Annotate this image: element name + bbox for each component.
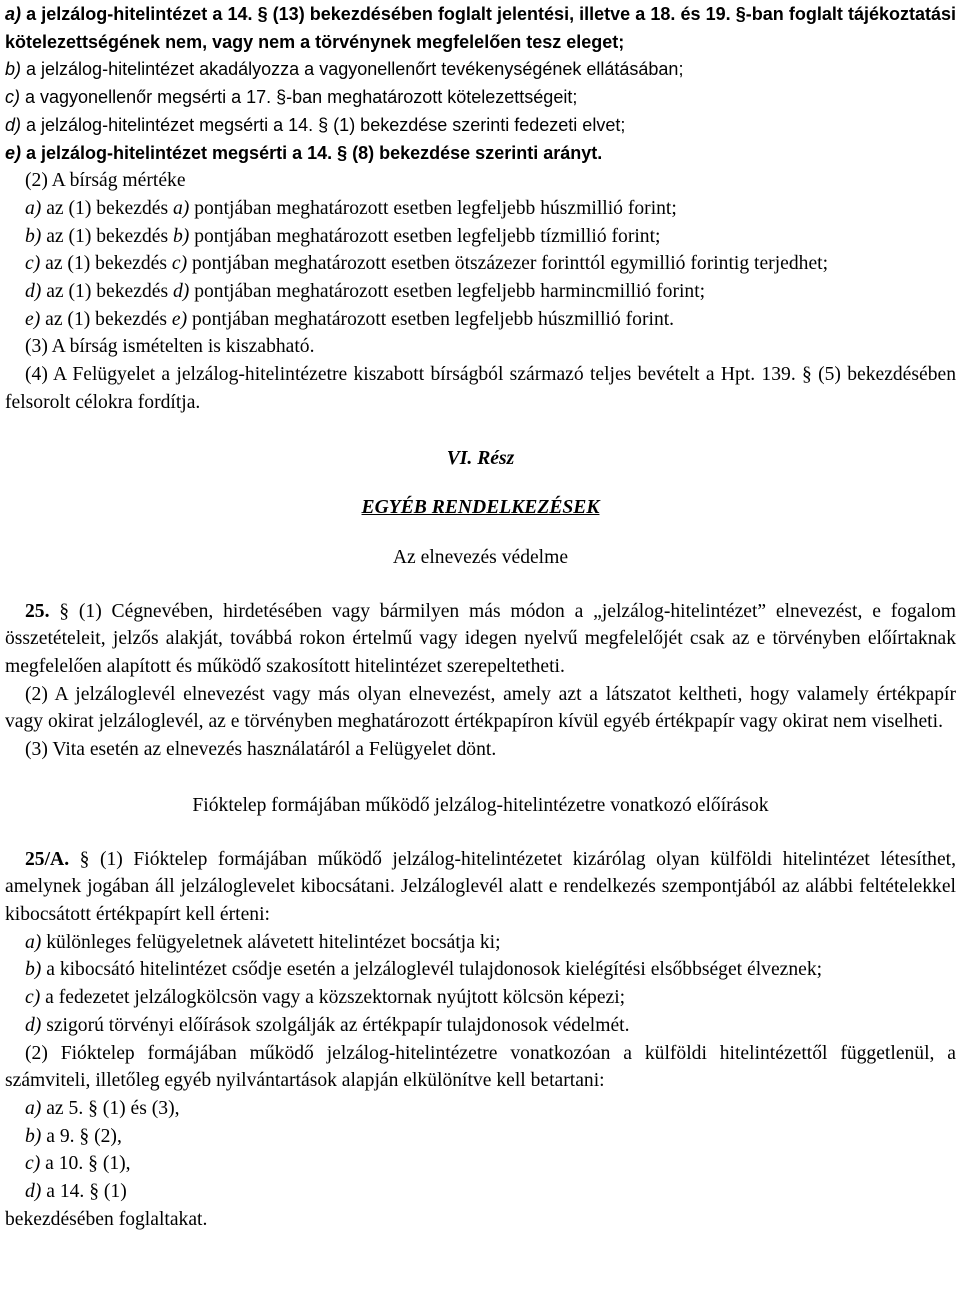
item-label: b) <box>5 59 22 80</box>
part-title: VI. Rész <box>446 447 515 469</box>
section-subtitle: Fióktelep formájában működő jelzálog-hitelintézetre vonatkozó előírások <box>192 794 769 816</box>
list-item <box>5 140 956 168</box>
list-item <box>5 1095 956 1123</box>
list-item <box>5 278 956 306</box>
list-item <box>5 84 956 112</box>
item-text: pontjában meghatározott esetben legfeljebb harmincmillió forint; <box>189 281 706 303</box>
item-text: a kibocsátó hitelintézet csődje esetén a jelzáloglevél tulajdonosok kielégítési elsőbbséget élveznek; <box>41 959 823 981</box>
section-25-paragraph-1 <box>5 598 956 681</box>
item-ref: e) <box>171 308 188 330</box>
section-number: 25/A. <box>25 848 70 870</box>
item-text: az (1) bekezdés <box>40 253 172 275</box>
item-text: a jelzálog-hitelintézet akadályozza a vagyonellenőrt tevékenységének ellátásában; <box>21 59 684 80</box>
list-item <box>5 1178 956 1206</box>
item-label: d) <box>5 114 22 135</box>
list-item <box>5 112 956 140</box>
paragraph-text: § (1) Fióktelep formájában működő jelzálog-hitelintézetet kizárólag olyan külföldi hitelintézet létesíthet, amelynek jogában áll jelzáloglevelet kibocsátani. Jelzáloglevél alatt e rendelkezés szempontjából az alábbi feltételekkel kibocsátott értékpapírt kell érteni: <box>5 848 956 925</box>
item-label: a) <box>25 197 42 219</box>
list-item <box>5 56 956 84</box>
item-ref: d) <box>172 281 190 303</box>
item-text: a 9. § (2), <box>41 1125 122 1147</box>
item-text: szigorú törvényi előírások szolgálják az értékpapír tulajdonosok védelmét. <box>41 1014 630 1036</box>
item-label: a) <box>5 4 22 24</box>
section-25a-paragraph-2: (2) Fióktelep formájában működő jelzálog-hitelintézetre vonatkozóan a külföldi hitelintézettől függetlenül, a számviteli, illetőleg egyéb nyilvántartások alapján elkülönítve kell betartani: <box>5 1042 956 1092</box>
item-label: c) <box>25 253 41 275</box>
list-item <box>5 306 956 334</box>
item-label: a) <box>25 1097 42 1119</box>
item-text: a jelzálog-hitelintézet megsérti a 14. § (8) bekezdése szerinti arányt. <box>21 142 603 163</box>
list-item <box>5 1123 956 1151</box>
list-item <box>5 223 956 251</box>
item-label: d) <box>25 281 42 303</box>
item-label: e) <box>5 142 22 163</box>
item-text: a vagyonellenőr megsérti a 17. §-ban meghatározott kötelezettségeit; <box>20 87 578 108</box>
list-item <box>5 250 956 278</box>
part-heading: EGYÉB RENDELKEZÉSEK <box>361 497 600 519</box>
item-text: a fedezetet jelzálogkölcsön vagy a közszektornak nyújtott kölcsön képezi; <box>40 987 626 1009</box>
item-text: pontjában meghatározott esetben legfeljebb tízmillió forint; <box>189 225 661 247</box>
item-label: c) <box>25 987 41 1009</box>
paragraph-4: (4) A Felügyelet a jelzálog-hitelintézetre kiszabott bírságból származó teljes bevételt a Hpt. 139. § (5) bekezdésében felsorolt célokra fordítja. <box>5 364 956 413</box>
item-ref: a) <box>172 197 190 219</box>
section-subtitle: Az elnevezés védelme <box>392 546 569 568</box>
spacer <box>5 820 956 846</box>
item-label: b) <box>25 959 42 981</box>
item-text: pontjában meghatározott esetben legfeljebb húszmillió forint; <box>189 197 677 219</box>
item-text: az 5. § (1) és (3), <box>41 1097 180 1119</box>
item-text: az (1) bekezdés <box>41 281 173 303</box>
item-text: az (1) bekezdés <box>40 308 172 330</box>
paragraph-text: § (1) Cégnevében, hirdetésében vagy bármilyen más módon a „jelzálog-hitelintézet” elnevezést, e fogalom összetételeit, jelzős alakját, továbbá rokon értelmű vagy idegen nyelvű megfelelőjét csak az e törvényben előírtaknak megfelelően alapított és működő szakosított hitelintézet szerepeltetheti. <box>5 600 956 678</box>
paragraph-2-intro: (2) A bírság mértéke <box>25 170 186 192</box>
section-25a-paragraph-1 <box>5 846 956 929</box>
item-text: a jelzálog-hitelintézet megsérti a 14. § (1) bekezdése szerinti fedezeti elvet; <box>21 114 626 135</box>
spacer <box>5 764 956 792</box>
list-item <box>5 929 956 957</box>
spacer <box>5 522 956 544</box>
list-item <box>5 1150 956 1178</box>
item-label: c) <box>25 1153 41 1175</box>
spacer <box>5 472 956 494</box>
item-text: pontjában meghatározott esetben legfeljebb húszmillió forint. <box>187 308 675 330</box>
item-ref: b) <box>172 225 190 247</box>
item-label: b) <box>25 1125 42 1147</box>
list-item <box>5 1012 956 1040</box>
item-text: különleges felügyeletnek alávetett hitelintézet bocsátja ki; <box>41 931 501 953</box>
section-25-paragraph-2: (2) A jelzáloglevél elnevezést vagy más olyan elnevezést, amely azt a látszatot keltheti, hogy valamely értékpapír vagy okirat jelzáloglevél, az e törvényben meghatározott értékpapíron kívül egyéb értékpapír vagy okirat nem viselheti. <box>5 683 956 733</box>
paragraph-3: (3) A bírság ismételten is kiszabható. <box>25 336 315 358</box>
spacer <box>5 572 956 598</box>
item-text: pontjában meghatározott esetben ötszázezer forinttól egymillió forintig terjedhet; <box>187 253 829 275</box>
item-text: a jelzálog-hitelintézet a 14. § (13) bekezdésében foglalt jelentési, illetve a 18. és 19. §-ban foglalt tájékoztatási kötelezettségének nem, vagy nem a törvénynek megfelelően tesz eleget; <box>5 4 956 52</box>
item-label: a) <box>25 931 42 953</box>
section-25a-closing: bekezdésében foglaltakat. <box>5 1208 208 1230</box>
list-item <box>5 984 956 1012</box>
spacer <box>5 417 956 445</box>
item-text: a 14. § (1) <box>41 1181 127 1203</box>
item-text: az (1) bekezdés <box>41 197 173 219</box>
list-item <box>5 195 956 223</box>
item-text: a 10. § (1), <box>40 1153 131 1175</box>
item-text: az (1) bekezdés <box>41 225 173 247</box>
section-number: 25. <box>25 600 50 622</box>
item-label: d) <box>25 1014 42 1036</box>
item-label: d) <box>25 1181 42 1203</box>
item-label: b) <box>25 225 42 247</box>
section-25-paragraph-3: (3) Vita esetén az elnevezés használatáról a Felügyelet dönt. <box>25 739 497 761</box>
item-ref: c) <box>171 253 188 275</box>
item-label: c) <box>5 87 20 108</box>
list-item <box>5 956 956 984</box>
list-item <box>5 1 956 56</box>
item-label: e) <box>25 308 41 330</box>
